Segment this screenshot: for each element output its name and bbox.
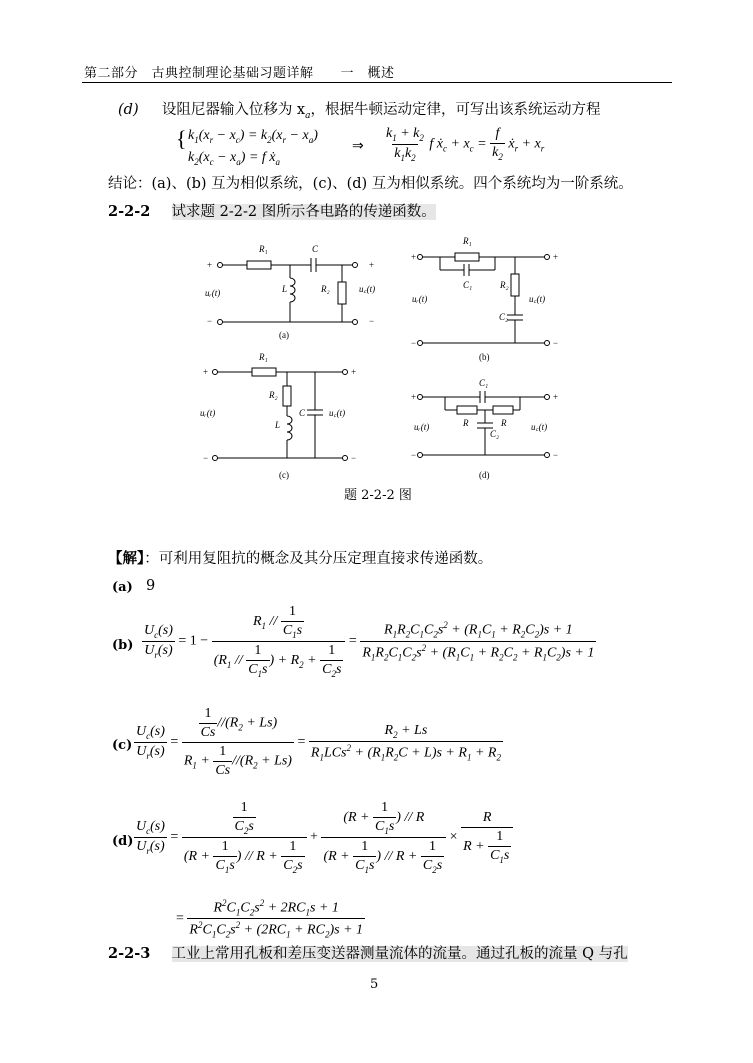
label-b-plus-out: + bbox=[553, 252, 559, 262]
label-b-R2: R₂ bbox=[500, 280, 509, 290]
conclusion: 结论：(a)、(b) 互为相似系统，(c)、(d) 互为相似系统。四个系统均为一阶系统。 bbox=[108, 176, 633, 192]
label-d-sub: (d) bbox=[479, 470, 490, 480]
solution-intro bbox=[108, 549, 492, 569]
d-section-text2: ，根据牛顿运动定律，可写出该系统运动方程 bbox=[310, 102, 601, 118]
label-d-plus: + bbox=[411, 392, 417, 402]
label-b-minus: − bbox=[411, 338, 417, 348]
label-a-uc: u꜀(t) bbox=[359, 284, 376, 294]
formula-d-result: = $\frac{R^2C_1C_2s^2 + 2RC_1s + 1}{R^2C_1C_2s^2 + (2RC_1 + RC_2)s + 1}$ bbox=[176, 898, 364, 940]
label-a-minus: − bbox=[207, 316, 213, 326]
label-d-C2: C₂ bbox=[490, 429, 500, 439]
label-a-C: C bbox=[312, 244, 319, 254]
label-a-minus-out: − bbox=[369, 316, 375, 326]
label-c-minus: − bbox=[203, 453, 209, 463]
answer-d-label: (d) bbox=[112, 834, 134, 849]
label-c-plus-out: + bbox=[351, 367, 357, 377]
label-b-C2: C₂ bbox=[499, 312, 509, 322]
d-section-label: (d) bbox=[118, 102, 139, 118]
label-c-uc: u꜀(t) bbox=[329, 408, 346, 418]
formula-d: $\frac{U_c(s)}{U_r(s)}$ = $\frac{1}{C_2s}$ (R + $\frac{1}{C_1s}$ ) // R + $\frac{1}{C_2s}$ + (R + $\frac{1}{C_1s}$ ) // R (R + $\frac{1}{C_1s}$ ) // R + $\frac{1}{C_2s}$ × R R + $\frac{1}{C_1s}$ bbox=[134, 800, 513, 875]
label-b-R1: R₁ bbox=[463, 236, 472, 246]
label-b-ur: uᵣ(t) bbox=[412, 294, 428, 304]
implies-arrow: ⇒ bbox=[352, 139, 364, 154]
label-a-R2: R₂ bbox=[321, 284, 330, 294]
label-c-sub: (c) bbox=[279, 470, 289, 480]
formula-c: $\frac{U_c(s)}{U_r(s)}$ = $\frac{1}{Cs}$ $//(R_2 + Ls)$ $R_1$ + $\frac{1}{Cs}$ $//(R_2 + Ls)$ = $R_2 + Ls$ $R_1LCs^2 + (R_1R_2C + L)s + R_1 + R_2$ bbox=[136, 706, 501, 778]
problem-223-text: 工业上常用孔板和差压变送器测量流体的流量。通过孔板的流量 Q 与孔 bbox=[171, 946, 628, 962]
label-b-plus: + bbox=[411, 252, 417, 262]
equation-result: $\frac{k_1 + k_2}{k_1k_2}$ f ẋ$_c$ + $x_c$ = $\frac{f}{k_2}$ ẋ$_r$ + $x_r$ bbox=[386, 126, 545, 163]
problem-2-2-3 bbox=[108, 944, 628, 964]
answer-a-label: (a) bbox=[112, 580, 133, 595]
problem-number: 2-2-2 bbox=[108, 203, 151, 220]
problem-2-2-2 bbox=[108, 202, 436, 222]
label-c-plus: + bbox=[203, 367, 209, 377]
problem-number-223: 2-2-3 bbox=[108, 945, 151, 962]
label-a-sub: (a) bbox=[279, 330, 289, 340]
equation-line-1: $k_1(x_r - x_c) = k_2(x_r - x_a)$ bbox=[188, 128, 318, 145]
brace: { bbox=[176, 126, 187, 151]
label-b-sub: (b) bbox=[479, 352, 490, 362]
label-b-C1: C₁ bbox=[463, 280, 473, 290]
label-a-plus: + bbox=[207, 260, 213, 270]
label-d-R-right: R bbox=[501, 418, 507, 428]
label-d-minus-out: − bbox=[553, 450, 559, 460]
d-section-text: 设阻尼器输入位移为 x bbox=[161, 102, 306, 118]
circuit-a bbox=[218, 258, 358, 325]
label-a-L: L bbox=[282, 284, 288, 294]
label-a-ur: uᵣ(t) bbox=[205, 288, 221, 298]
answer-a-value: 9 bbox=[146, 578, 156, 594]
running-header: 第二部分 古典控制理论基础习题详解 一 概述 bbox=[84, 66, 395, 81]
label-d-uc: u꜀(t) bbox=[531, 422, 548, 432]
solution-text: ：可利用复阻抗的概念及其分压定理直接求传递函数。 bbox=[144, 551, 493, 567]
label-c-C: C bbox=[299, 408, 306, 418]
label-a-R1: R₁ bbox=[259, 244, 268, 254]
label-a-plus-out: + bbox=[369, 260, 375, 270]
problem-text: 试求题 2-2-2 图所示各电路的传递函数。 bbox=[171, 204, 436, 220]
formula-b: $\frac{U_c(s)}{U_r(s)}$ = 1 − $R_1$ // $\frac{1}{C_1s}$ ($R_1$ // $\frac{1}{C_1s}$ ) + $R_2$ + $\frac{1}{C_2s}$ = $\frac{R_1R_2C_1C_2s^2 + (R_1C_1 + R_2C_2)s + 1}{R_1R_2C_1C_2s^2 + (R_1C_1 + R_2C_2 + R_1C_2)s + 1}$ bbox=[144, 604, 595, 679]
circuit-c bbox=[213, 368, 348, 461]
label-b-minus-out: − bbox=[553, 338, 559, 348]
answer-b-label: (b) bbox=[112, 638, 134, 653]
label-d-minus: − bbox=[411, 450, 417, 460]
label-d-ur: uᵣ(t) bbox=[414, 422, 430, 432]
label-c-R1: R₁ bbox=[259, 352, 268, 362]
header-rule bbox=[82, 82, 672, 83]
label-d-C1: C₁ bbox=[479, 378, 489, 388]
label-c-ur: uᵣ(t) bbox=[200, 408, 216, 418]
figure-caption: 题 2-2-2 图 bbox=[344, 488, 412, 503]
answer-c-label: (c) bbox=[112, 738, 133, 753]
circuit-d bbox=[418, 391, 550, 458]
label-d-R-left: R bbox=[463, 418, 469, 428]
label-c-L: L bbox=[275, 420, 281, 430]
label-b-uc: u꜀(t) bbox=[529, 294, 546, 304]
label-c-R2: R₂ bbox=[269, 390, 278, 400]
d-section-line: (d) 设阻尼器输入位移为 $x_a$，根据牛顿运动定律，可写出该系统运动方程 bbox=[118, 102, 601, 121]
solution-label: 【解】 bbox=[108, 550, 145, 567]
equation-line-2: $k_2(x_c - x_a) = f$ ẋ$_a$ bbox=[188, 150, 280, 167]
label-c-minus-out: − bbox=[351, 453, 357, 463]
label-d-plus-out: + bbox=[553, 392, 559, 402]
circuit-figure bbox=[195, 230, 565, 490]
page-number: 5 bbox=[370, 977, 379, 992]
